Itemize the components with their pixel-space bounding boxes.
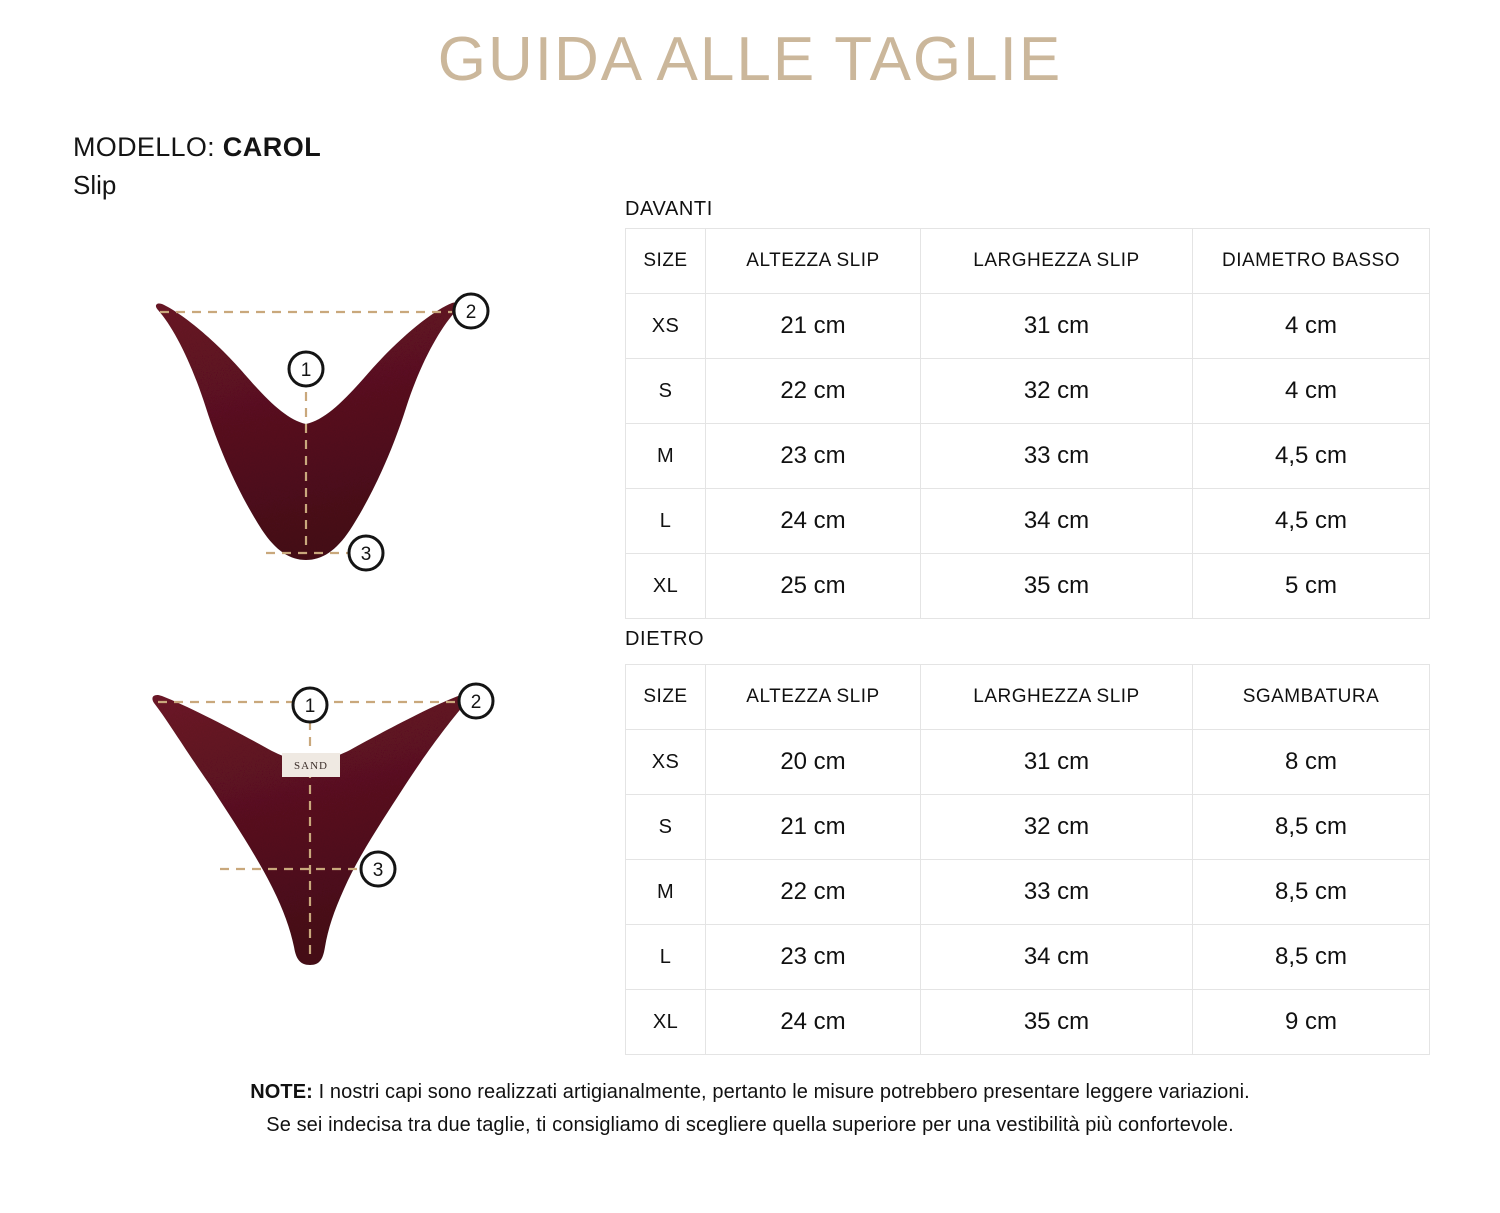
table-row [626, 424, 1430, 489]
column-header-larghezza: LARGHEZZA SLIP [921, 229, 1193, 294]
cell-size: S [626, 359, 706, 424]
cell-larghezza: 35 cm [921, 990, 1193, 1055]
cell-sgambatura: 8,5 cm [1193, 795, 1430, 860]
cell-larghezza: 34 cm [921, 925, 1193, 990]
brand-label-patch [282, 753, 340, 777]
size-table-davanti [625, 228, 1430, 619]
cell-altezza: 22 cm [706, 860, 921, 925]
table-row [626, 489, 1430, 554]
notes-line-1-text: I nostri capi sono realizzati artigianalmente, pertanto le misure potrebbero presentare leggere variazioni. [312, 1081, 1250, 1103]
cell-sgambatura: 8 cm [1193, 730, 1430, 795]
model-type: Slip [73, 169, 117, 200]
cell-altezza: 23 cm [706, 424, 921, 489]
cell-altezza: 22 cm [706, 359, 921, 424]
table-row [626, 860, 1430, 925]
cell-larghezza: 34 cm [921, 489, 1193, 554]
callout-3-front-label: 3 [360, 544, 372, 565]
table-row [626, 925, 1430, 990]
model-name: CAROL [222, 132, 322, 162]
size-table-dietro [625, 664, 1430, 1055]
cell-sgambatura: 8,5 cm [1193, 925, 1430, 990]
cell-altezza: 25 cm [706, 554, 921, 619]
cell-size: XL [626, 990, 706, 1055]
table-header-row [626, 229, 1430, 294]
cell-altezza: 24 cm [706, 990, 921, 1055]
table-header-row [626, 665, 1430, 730]
column-header-diametro: DIAMETRO BASSO [1193, 229, 1430, 294]
cell-size: M [626, 860, 706, 925]
brand-label-text: SAND [294, 760, 328, 772]
column-header-size: SIZE [626, 229, 706, 294]
table-row [626, 359, 1430, 424]
callout-3-front [349, 536, 383, 570]
table-row [626, 554, 1430, 619]
cell-size: M [626, 424, 706, 489]
callout-3-back [361, 852, 395, 886]
column-header-altezza: ALTEZZA SLIP [706, 665, 921, 730]
cell-larghezza: 31 cm [921, 294, 1193, 359]
cell-larghezza: 31 cm [921, 730, 1193, 795]
cell-size: XS [626, 730, 706, 795]
model-block [73, 132, 321, 201]
column-header-size: SIZE [626, 665, 706, 730]
cell-altezza: 24 cm [706, 489, 921, 554]
table-row [626, 990, 1430, 1055]
model-label: MODELLO: [73, 132, 215, 162]
cell-larghezza: 32 cm [921, 359, 1193, 424]
table-row [626, 795, 1430, 860]
cell-size: XL [626, 554, 706, 619]
cell-altezza: 21 cm [706, 294, 921, 359]
garment-illustration-front [120, 268, 520, 598]
callout-2-back [459, 684, 493, 718]
table-row [626, 294, 1430, 359]
cell-larghezza: 33 cm [921, 860, 1193, 925]
cell-diametro: 4,5 cm [1193, 489, 1430, 554]
callout-2-front-label: 2 [465, 302, 477, 323]
cell-altezza: 20 cm [706, 730, 921, 795]
cell-size: XS [626, 294, 706, 359]
callout-2-back-label: 2 [470, 692, 482, 713]
cell-diametro: 4 cm [1193, 294, 1430, 359]
notes-lead: NOTE: [250, 1081, 313, 1103]
cell-larghezza: 35 cm [921, 554, 1193, 619]
cell-diametro: 5 cm [1193, 554, 1430, 619]
cell-larghezza: 33 cm [921, 424, 1193, 489]
callout-3-back-label: 3 [372, 860, 384, 881]
column-header-altezza: ALTEZZA SLIP [706, 229, 921, 294]
cell-sgambatura: 9 cm [1193, 990, 1430, 1055]
back-garment-shape [152, 695, 467, 965]
cell-diametro: 4 cm [1193, 359, 1430, 424]
callout-1-front-label: 1 [300, 360, 312, 381]
cell-size: S [626, 795, 706, 860]
callout-2-front [454, 294, 488, 328]
notes-line-1 [0, 1076, 1500, 1109]
garment-illustration-back [120, 655, 520, 995]
cell-larghezza: 32 cm [921, 795, 1193, 860]
model-line [73, 132, 321, 164]
section-label-dietro: DIETRO [625, 628, 705, 650]
section-label-davanti: DAVANTI [625, 198, 713, 220]
cell-size: L [626, 925, 706, 990]
notes-line-2: Se sei indecisa tra due taglie, ti consigliamo di scegliere quella superiore per una vestibilità più confortevole. [266, 1114, 1234, 1136]
callout-1-back-label: 1 [304, 696, 316, 717]
cell-diametro: 4,5 cm [1193, 424, 1430, 489]
front-garment-shape [156, 303, 459, 560]
column-header-sgambatura: SGAMBATURA [1193, 665, 1430, 730]
callout-1-back [293, 688, 327, 722]
notes-block [0, 1076, 1500, 1142]
cell-size: L [626, 489, 706, 554]
cell-altezza: 21 cm [706, 795, 921, 860]
cell-altezza: 23 cm [706, 925, 921, 990]
table-row [626, 730, 1430, 795]
page-title: GUIDA ALLE TAGLIE [437, 25, 1063, 94]
cell-sgambatura: 8,5 cm [1193, 860, 1430, 925]
column-header-larghezza: LARGHEZZA SLIP [921, 665, 1193, 730]
callout-1-front [289, 352, 323, 386]
